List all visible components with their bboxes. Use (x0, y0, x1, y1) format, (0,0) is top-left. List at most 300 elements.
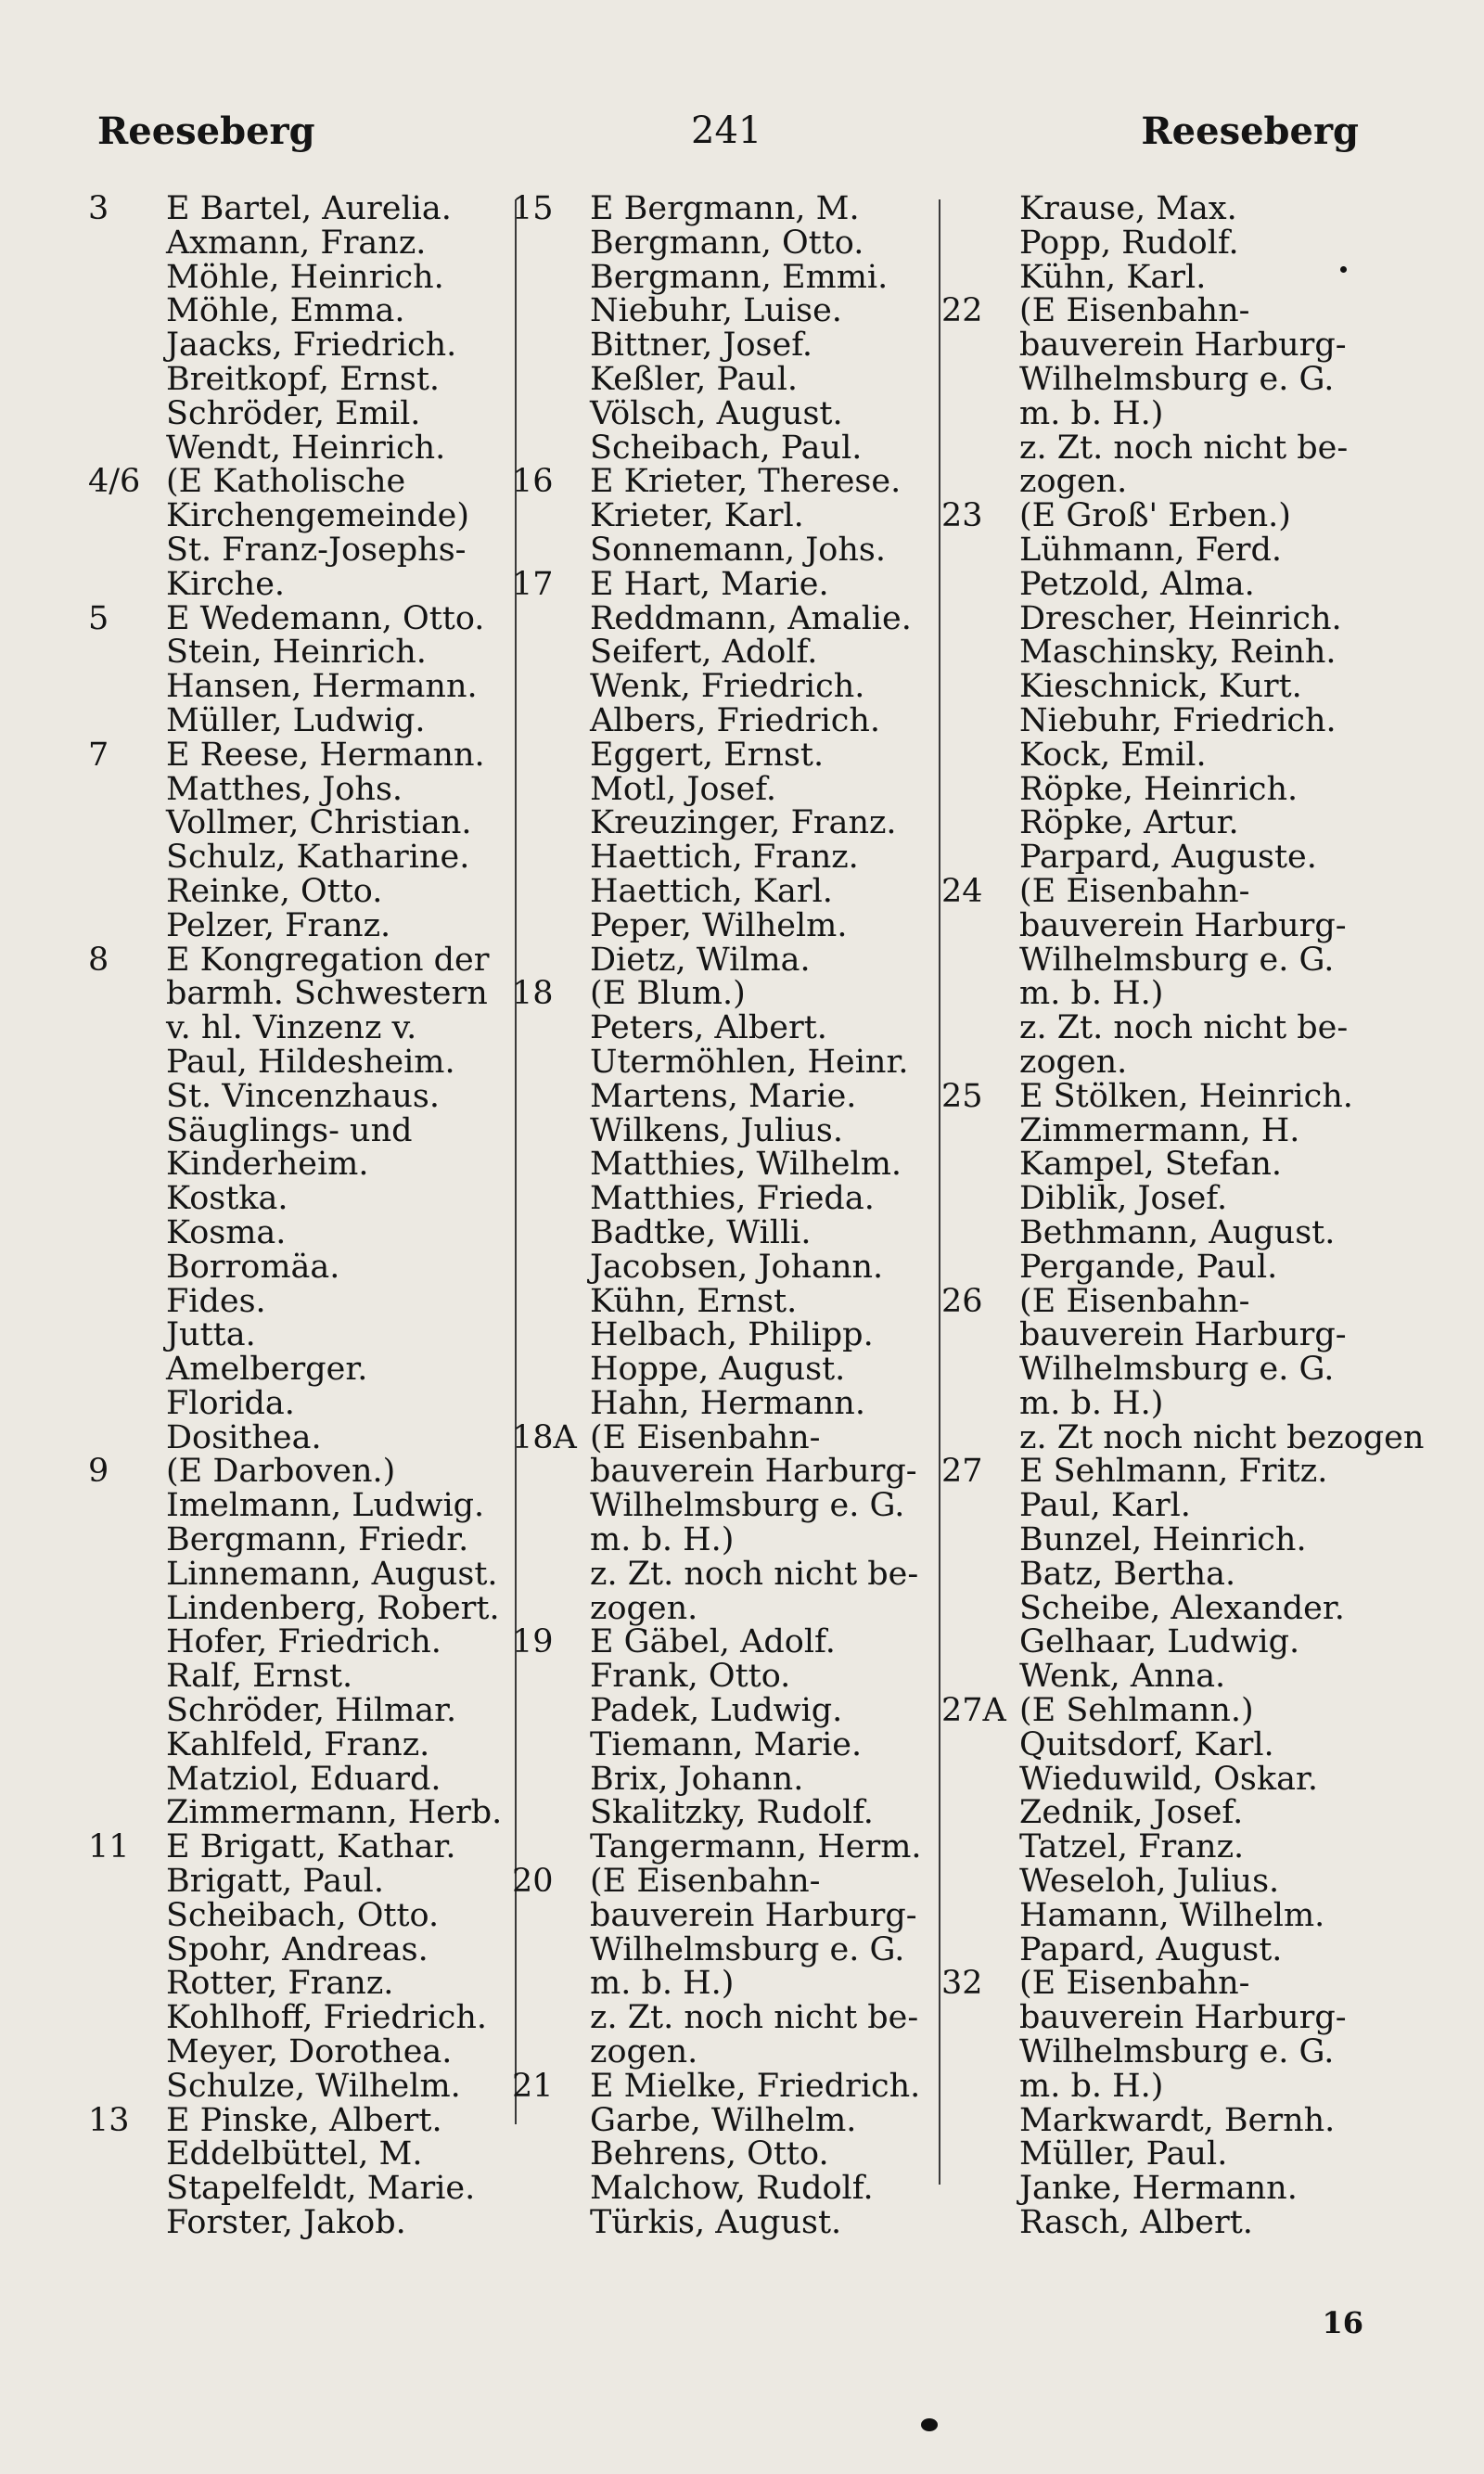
resident-name: Tatzel, Franz. (1019, 1828, 1245, 1866)
directory-entry (941, 1455, 1363, 1489)
directory-entry (512, 1694, 934, 1728)
resident-name: Niebuhr, Friedrich. (1019, 701, 1337, 739)
directory-entry (512, 840, 934, 875)
directory-entry (88, 1660, 505, 1694)
resident-name: Pergande, Paul. (1019, 1248, 1278, 1286)
directory-entry (941, 2067, 1363, 2105)
column-1 (88, 192, 505, 2240)
directory-entry (941, 1523, 1363, 1557)
ink-spot (1340, 266, 1347, 273)
resident-name: Hansen, Hermann. (166, 668, 478, 706)
directory-entry (88, 738, 505, 773)
resident-name: z. Zt. noch nicht be- (1019, 1009, 1349, 1047)
resident-name: m. b. H.) (1019, 975, 1164, 1013)
resident-name: Janke, Hermann. (1019, 2170, 1298, 2208)
directory-entry (88, 2172, 505, 2206)
directory-entry (88, 1796, 505, 1830)
house-number: 23 (941, 497, 983, 535)
resident-name: Keßler, Paul. (590, 360, 799, 398)
resident-name: (E Eisenbahn- (1019, 292, 1250, 330)
resident-name: Stapelfeldt, Marie. (166, 2170, 476, 2208)
directory-entry (512, 1896, 934, 1934)
resident-name: m. b. H.) (590, 1521, 735, 1559)
page-number: 241 (691, 109, 762, 152)
house-number: 22 (941, 292, 983, 330)
house-number: 11 (88, 1828, 130, 1866)
resident-name: (E Eisenbahn- (1019, 1282, 1250, 1320)
resident-name: Padek, Ludwig. (590, 1692, 843, 1730)
directory-entry (88, 226, 505, 261)
resident-name: Forster, Jakob. (166, 2204, 406, 2242)
directory-entry (88, 2206, 505, 2240)
resident-name: Hahn, Hermann. (590, 1384, 865, 1422)
resident-name: Wilhelmsburg e. G. (590, 1487, 905, 1525)
resident-name: Bergmann, Friedr. (166, 1521, 469, 1559)
resident-name: Paul, Hildesheim. (166, 1043, 455, 1081)
resident-name: bauverein Harburg- (1019, 1999, 1347, 2037)
directory-entry (941, 943, 1363, 978)
resident-name: bauverein Harburg- (1019, 906, 1347, 944)
resident-name: Brigatt, Paul. (166, 1863, 385, 1901)
directory-entry (512, 360, 934, 398)
directory-entry (941, 1489, 1363, 1523)
directory-entry (512, 328, 934, 363)
directory-entry (512, 1523, 934, 1557)
directory-entry (88, 294, 505, 328)
resident-name: St. Vincenzhaus. (166, 1077, 441, 1115)
resident-name: Haettich, Franz. (590, 839, 859, 877)
house-number: 18 (512, 975, 554, 1013)
directory-entry (512, 738, 934, 773)
running-head-right: Reeseberg (1141, 109, 1359, 153)
directory-entry (512, 1489, 934, 1523)
directory-entry (512, 2101, 934, 2139)
directory-entry (512, 1318, 934, 1352)
directory-entry (88, 533, 505, 568)
directory-entry (512, 1830, 934, 1865)
directory-entry (512, 770, 934, 808)
directory-entry (88, 1725, 505, 1763)
directory-entry (941, 1111, 1363, 1149)
resident-name: (E Darboven.) (166, 1453, 396, 1491)
directory-entry (941, 738, 1363, 773)
resident-name: Tangermann, Herm. (590, 1828, 922, 1866)
resident-name: Matthes, Johs. (166, 770, 403, 808)
resident-name: zogen. (590, 2033, 698, 2071)
resident-name: Fides. (166, 1282, 266, 1320)
resident-name: m. b. H.) (1019, 1384, 1164, 1422)
house-number: 13 (88, 2101, 130, 2139)
resident-name: barmh. Schwestern (166, 975, 488, 1013)
resident-name: Badtke, Willi. (590, 1213, 812, 1251)
directory-entry (941, 499, 1363, 533)
directory-entry (88, 499, 505, 533)
directory-entry (512, 1213, 934, 1251)
house-number: 18A (512, 1418, 577, 1456)
resident-name: (E Eisenbahn- (1019, 872, 1250, 910)
resident-name: m. b. H.) (590, 1965, 735, 2003)
directory-entry (512, 1045, 934, 1080)
resident-name: Bergmann, Otto. (590, 224, 864, 262)
resident-name: Stein, Heinrich. (166, 634, 427, 672)
directory-entry (512, 1589, 934, 1627)
house-number: 9 (88, 1453, 109, 1491)
directory-entry (941, 1213, 1363, 1251)
resident-name: Martens, Marie. (590, 1077, 857, 1115)
directory-entry (941, 1896, 1363, 1934)
house-number: 21 (512, 2067, 554, 2105)
resident-name: Ralf, Ernst. (166, 1658, 353, 1696)
directory-entry (512, 226, 934, 261)
resident-name: zogen. (1019, 463, 1128, 501)
directory-entry (88, 1930, 505, 1968)
resident-name: Papard, August. (1019, 1930, 1283, 1968)
resident-name: Breitkopf, Ernst. (166, 360, 441, 398)
resident-name: E Bergmann, M. (590, 190, 860, 227)
directory-entry (941, 1865, 1363, 1899)
resident-name: Wenk, Anna. (1019, 1658, 1226, 1696)
resident-name: Jaacks, Friedrich. (166, 327, 457, 365)
resident-name: Kosma. (166, 1213, 287, 1251)
resident-name: Motl, Josef. (590, 770, 777, 808)
directory-entry (512, 565, 934, 603)
house-number: 19 (512, 1623, 554, 1661)
directory-entry (512, 1282, 934, 1320)
directory-entry (941, 806, 1363, 840)
resident-name: bauverein Harburg- (590, 1896, 917, 1934)
resident-name: Schulze, Wilhelm. (166, 2067, 461, 2105)
resident-name: Drescher, Heinrich. (1019, 599, 1342, 637)
house-number: 16 (512, 463, 554, 501)
resident-name: Schulz, Katharine. (166, 839, 470, 877)
resident-name: E Hart, Marie. (590, 565, 829, 603)
directory-entry (88, 840, 505, 875)
resident-name: Möhle, Heinrich. (166, 258, 444, 296)
directory-entry (88, 2001, 505, 2035)
resident-name: Lühmann, Ferd. (1019, 531, 1283, 569)
directory-entry (941, 394, 1363, 432)
signature-mark: 16 (1322, 2305, 1363, 2340)
directory-entry (512, 192, 934, 226)
directory-entry (941, 2035, 1363, 2070)
resident-name: Bunzel, Heinrich. (1019, 1521, 1307, 1559)
directory-entry (941, 670, 1363, 704)
directory-entry (512, 806, 934, 840)
directory-entry (512, 1760, 934, 1798)
directory-entry (941, 1384, 1363, 1422)
resident-name: Utermöhlen, Heinr. (590, 1043, 909, 1081)
directory-entry (941, 1625, 1363, 1660)
house-number: 3 (88, 190, 109, 227)
directory-entry (512, 943, 934, 978)
directory-entry (512, 2137, 934, 2172)
directory-entry (512, 2067, 934, 2105)
resident-name: Kirche. (166, 565, 286, 603)
resident-name: Albers, Friedrich. (590, 701, 881, 739)
resident-name: Kühn, Karl. (1019, 258, 1207, 296)
resident-name: Hofer, Friedrich. (166, 1623, 441, 1661)
directory-entry (941, 1352, 1363, 1387)
directory-entry (941, 1760, 1363, 1798)
resident-name: Schröder, Emil. (166, 394, 421, 432)
house-number: 27A (941, 1692, 1006, 1730)
directory-entry (88, 1352, 505, 1387)
directory-entry (512, 701, 934, 739)
house-number: 20 (512, 1863, 554, 1901)
resident-name: E Stölken, Heinrich. (1019, 1077, 1353, 1115)
directory-entry (941, 1147, 1363, 1182)
resident-name: Müller, Ludwig. (166, 701, 426, 739)
resident-name: Scheibe, Alexander. (1019, 1589, 1345, 1627)
resident-name: Zednik, Josef. (1019, 1794, 1244, 1832)
resident-name: z. Zt. noch nicht be- (590, 1555, 919, 1593)
directory-entry (512, 906, 934, 944)
house-number: 5 (88, 599, 109, 637)
directory-entry (941, 2172, 1363, 2206)
directory-entry (941, 431, 1363, 466)
directory-entry (512, 2172, 934, 2206)
directory-entry (512, 533, 934, 568)
resident-name: Eggert, Ernst. (590, 736, 825, 774)
resident-name: Kahlfeld, Franz. (166, 1725, 430, 1763)
directory-entry (88, 1830, 505, 1865)
house-number: 17 (512, 565, 554, 603)
resident-name: Röpke, Heinrich. (1019, 770, 1298, 808)
ink-spot (921, 2418, 938, 2431)
resident-name: (E Eisenbahn- (590, 1418, 821, 1456)
resident-name: Brix, Johann. (590, 1760, 804, 1798)
resident-name: Petzold, Alma. (1019, 565, 1255, 603)
resident-name: Möhle, Emma. (166, 292, 405, 330)
resident-name: E Wedemann, Otto. (166, 599, 485, 637)
directory-entry (88, 360, 505, 398)
directory-entry (88, 1011, 505, 1045)
directory-entry (88, 1589, 505, 1627)
directory-entry (512, 1182, 934, 1216)
resident-name: Spohr, Andreas. (166, 1930, 429, 1968)
house-number: 27 (941, 1453, 983, 1491)
directory-entry (88, 635, 505, 670)
directory-entry (88, 431, 505, 466)
resident-name: Kampel, Stefan. (1019, 1146, 1283, 1184)
directory-entry (512, 1352, 934, 1387)
resident-name: m. b. H.) (1019, 394, 1164, 432)
resident-name: bauverein Harburg- (590, 1453, 917, 1491)
directory-entry (941, 1967, 1363, 2001)
resident-name: bauverein Harburg- (1019, 1316, 1347, 1354)
resident-name: Batz, Bertha. (1019, 1555, 1236, 1593)
directory-entry (941, 2137, 1363, 2172)
directory-entry (941, 977, 1363, 1011)
resident-name: v. hl. Vinzenz v. (166, 1009, 417, 1047)
resident-name: E Kongregation der (166, 941, 490, 979)
directory-entry (941, 701, 1363, 739)
directory-entry (512, 394, 934, 432)
house-number: 32 (941, 1965, 983, 2003)
directory-entry (88, 1489, 505, 1523)
resident-name: E Krieter, Therese. (590, 463, 902, 501)
resident-name: Quitsdorf, Karl. (1019, 1725, 1274, 1763)
directory-entry (941, 258, 1363, 296)
resident-name: Wilhelmsburg e. G. (1019, 2033, 1335, 2071)
directory-entry (88, 770, 505, 808)
house-number: 25 (941, 1077, 983, 1115)
directory-entry (88, 2067, 505, 2105)
directory-entry (88, 1865, 505, 1899)
directory-entry (941, 1660, 1363, 1694)
resident-name: St. Franz-Josephs- (166, 531, 467, 569)
directory-entry (512, 499, 934, 533)
running-head-left: Reeseberg (97, 109, 315, 153)
directory-entry (88, 1625, 505, 1660)
directory-entry (88, 670, 505, 704)
resident-name: Seifert, Adolf. (590, 634, 818, 672)
directory-entry (88, 599, 505, 637)
directory-entry (88, 1250, 505, 1285)
resident-name: Matthies, Frieda. (590, 1180, 875, 1218)
resident-name: Sonnemann, Johs. (590, 531, 886, 569)
resident-name: Matziol, Eduard. (166, 1760, 441, 1798)
resident-name: Kostka. (166, 1180, 288, 1218)
directory-entry (512, 431, 934, 466)
directory-entry (512, 1967, 934, 2001)
directory-entry (88, 1760, 505, 1798)
resident-name: bauverein Harburg- (1019, 327, 1347, 365)
directory-entry (88, 1523, 505, 1557)
directory-entry (941, 465, 1363, 499)
resident-name: Skalitzky, Rudolf. (590, 1794, 874, 1832)
directory-entry (512, 1011, 934, 1045)
resident-name: Linnemann, August. (166, 1555, 498, 1593)
resident-name: Wilhelmsburg e. G. (590, 1930, 905, 1968)
resident-name: Krause, Max. (1019, 190, 1237, 227)
directory-entry (941, 2206, 1363, 2240)
directory-entry (88, 258, 505, 296)
resident-name: Markwardt, Bernh. (1019, 2101, 1336, 2139)
directory-entry (512, 1077, 934, 1115)
directory-entry (512, 1111, 934, 1149)
directory-entry (941, 360, 1363, 398)
resident-name: Säuglings- und (166, 1111, 413, 1149)
resident-name: Kock, Emil. (1019, 736, 1207, 774)
resident-name: Dosithea. (166, 1418, 322, 1456)
directory-entry (88, 1318, 505, 1352)
directory-entry (941, 294, 1363, 328)
directory-entry (88, 1694, 505, 1728)
resident-name: E Mielke, Friedrich. (590, 2067, 921, 2105)
resident-name: Wieduwild, Oskar. (1019, 1760, 1318, 1798)
resident-name: Imelmann, Ludwig. (166, 1487, 485, 1525)
resident-name: E Reese, Hermann. (166, 736, 485, 774)
directory-entry (941, 1589, 1363, 1627)
resident-name: Peters, Albert. (590, 1009, 827, 1047)
directory-entry (941, 1796, 1363, 1830)
resident-name: z. Zt. noch nicht be- (590, 1999, 919, 2037)
directory-entry (941, 1077, 1363, 1115)
directory-entry (88, 2035, 505, 2070)
directory-entry (512, 294, 934, 328)
directory-entry (512, 1930, 934, 1968)
directory-entry (88, 1418, 505, 1456)
directory-entry (941, 1694, 1363, 1728)
directory-entry (88, 1896, 505, 1934)
directory-entry (941, 1418, 1425, 1456)
directory-entry (941, 635, 1363, 670)
directory-entry (512, 1557, 934, 1592)
resident-name: z. Zt. noch nicht be- (1019, 429, 1349, 467)
resident-name: Wilkens, Julius. (590, 1111, 844, 1149)
house-number: 4/6 (88, 463, 141, 501)
directory-entry (88, 328, 505, 363)
resident-name: Borromäa. (166, 1248, 340, 1286)
resident-name: Jacobsen, Johann. (590, 1248, 884, 1286)
directory-entry (941, 565, 1363, 603)
directory-entry (88, 906, 505, 944)
directory-entry (512, 2206, 934, 2240)
directory-entry (88, 806, 505, 840)
resident-name: zogen. (1019, 1043, 1128, 1081)
directory-entry (512, 872, 934, 910)
directory-entry (941, 1182, 1363, 1216)
resident-name: Paul, Karl. (1019, 1487, 1191, 1525)
directory-entry (88, 1967, 505, 2001)
resident-name: Dietz, Wilma. (590, 941, 811, 979)
directory-entry (88, 1111, 505, 1149)
resident-name: Gelhaar, Ludwig. (1019, 1623, 1300, 1661)
directory-entry (941, 1282, 1363, 1320)
column-2 (512, 192, 934, 2240)
directory-entry (88, 2101, 505, 2139)
house-number: 26 (941, 1282, 983, 1320)
directory-entry (88, 977, 505, 1011)
resident-name: Schröder, Hilmar. (166, 1692, 457, 1730)
resident-name: Lindenberg, Robert. (166, 1589, 500, 1627)
resident-name: Wenk, Friedrich. (590, 668, 865, 706)
directory-entry (941, 906, 1363, 944)
directory-entry (512, 599, 934, 637)
resident-name: Helbach, Philipp. (590, 1316, 874, 1354)
directory-entry (512, 635, 934, 670)
resident-name: E Bartel, Aurelia. (166, 190, 452, 227)
directory-entry (941, 840, 1363, 875)
house-number: 7 (88, 736, 109, 774)
resident-name: zogen. (590, 1589, 698, 1627)
column-divider-2 (939, 199, 940, 2185)
directory-entry (512, 465, 934, 499)
directory-entry (512, 1725, 934, 1763)
resident-name: Wendt, Heinrich. (166, 429, 446, 467)
resident-name: Kreuzinger, Franz. (590, 804, 897, 842)
resident-name: E Pinske, Albert. (166, 2101, 442, 2139)
directory-entry (88, 1455, 505, 1489)
directory-entry (512, 2035, 934, 2070)
directory-entry (941, 872, 1363, 910)
directory-entry (512, 1796, 934, 1830)
resident-name: Florida. (166, 1384, 295, 1422)
resident-name: Bethmann, August. (1019, 1213, 1336, 1251)
resident-name: Peper, Wilhelm. (590, 906, 848, 944)
resident-name: Kühn, Ernst. (590, 1282, 798, 1320)
resident-name: E Sehlmann, Fritz. (1019, 1453, 1328, 1491)
resident-name: (E Sehlmann.) (1019, 1692, 1254, 1730)
directory-entry (88, 1557, 505, 1592)
directory-entry (88, 872, 505, 910)
resident-name: Meyer, Dorothea. (166, 2033, 453, 2071)
resident-name: Vollmer, Christian. (166, 804, 472, 842)
resident-name: Jutta. (166, 1316, 256, 1354)
directory-entry (512, 1455, 934, 1489)
resident-name: E Brigatt, Kathar. (166, 1828, 456, 1866)
